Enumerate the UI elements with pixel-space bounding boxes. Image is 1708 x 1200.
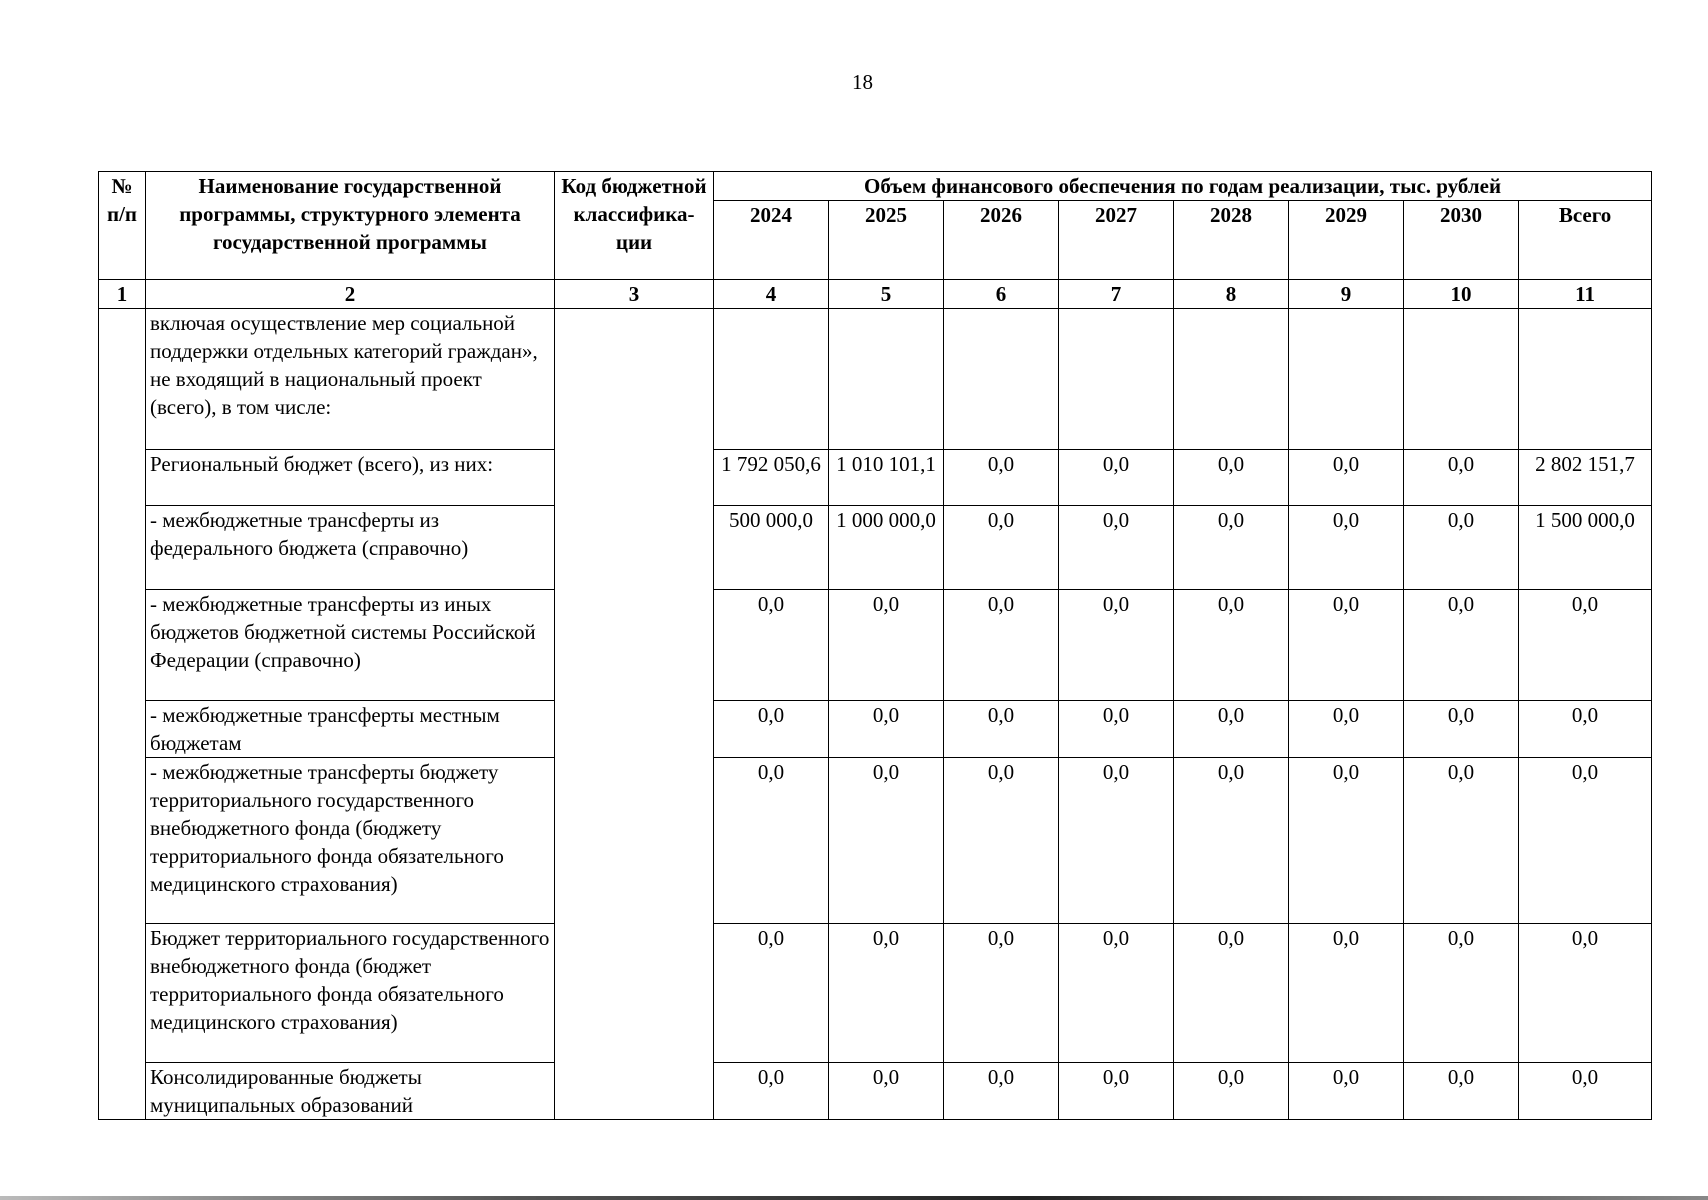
- header-name: Наименование государственной программы, структурного элемента государственной программы: [146, 172, 555, 280]
- value-cell: 0,0: [944, 590, 1059, 701]
- column-index: 8: [1174, 280, 1289, 309]
- value-cell: 0,0: [1289, 1063, 1404, 1120]
- value-cell: 0,0: [1174, 1063, 1289, 1120]
- value-cell: [1289, 309, 1404, 450]
- value-cell: 0,0: [1174, 924, 1289, 1063]
- financing-table: [98, 171, 1652, 1120]
- value-cell: 0,0: [1059, 506, 1174, 590]
- total-cell: 0,0: [1519, 924, 1652, 1063]
- value-cell: 0,0: [1174, 450, 1289, 506]
- value-cell: 0,0: [1059, 701, 1174, 758]
- value-cell: 0,0: [829, 758, 944, 924]
- total-cell: 0,0: [1519, 701, 1652, 758]
- row-name: Бюджет территориального государственного внебюджетного фонда (бюджет территориального фонда обязательного медицинского страхования): [146, 924, 555, 1063]
- column-index: 9: [1289, 280, 1404, 309]
- row-name: - межбюджетные трансферты из иных бюджетов бюджетной системы Российской Федерации (справочно): [146, 590, 555, 701]
- column-index: 7: [1059, 280, 1174, 309]
- value-cell: 0,0: [1404, 924, 1519, 1063]
- value-cell: 0,0: [944, 506, 1059, 590]
- value-cell: 0,0: [1404, 701, 1519, 758]
- value-cell: 1 792 050,6: [714, 450, 829, 506]
- value-cell: 0,0: [714, 924, 829, 1063]
- table-row: [99, 701, 1652, 758]
- row-name: Региональный бюджет (всего), из них:: [146, 450, 555, 506]
- value-cell: [1059, 309, 1174, 450]
- value-cell: 0,0: [944, 1063, 1059, 1120]
- row-name: включая осуществление мер социальной поддержки отдельных категорий граждан», не входящий в национальный проект (всего), в том числе:: [146, 309, 555, 450]
- value-cell: 0,0: [1289, 701, 1404, 758]
- column-index: 1: [99, 280, 146, 309]
- value-cell: 0,0: [1404, 1063, 1519, 1120]
- value-cell: 500 000,0: [714, 506, 829, 590]
- value-cell: 0,0: [1174, 701, 1289, 758]
- row-name: - межбюджетные трансферты бюджету территориального государственного внебюджетного фонда (бюджету территориального фонда обязательного медицинского страхования): [146, 758, 555, 924]
- column-index-row: [99, 280, 1652, 309]
- header-year: 2027: [1059, 201, 1174, 280]
- value-cell: [714, 309, 829, 450]
- value-cell: 0,0: [829, 924, 944, 1063]
- page-number: 18: [852, 70, 873, 94]
- value-cell: 0,0: [1404, 758, 1519, 924]
- table-row: [99, 924, 1652, 1063]
- value-cell: 0,0: [1404, 590, 1519, 701]
- value-cell: 0,0: [1289, 450, 1404, 506]
- column-index: 4: [714, 280, 829, 309]
- column-index: 3: [555, 280, 714, 309]
- value-cell: 0,0: [1289, 758, 1404, 924]
- value-cell: 0,0: [1059, 1063, 1174, 1120]
- page-bottom-edge: [0, 1196, 1708, 1200]
- value-cell: 0,0: [1059, 924, 1174, 1063]
- header-year: 2028: [1174, 201, 1289, 280]
- value-cell: 0,0: [714, 590, 829, 701]
- value-cell: 0,0: [1289, 924, 1404, 1063]
- row-name: - межбюджетные трансферты местным бюджетам: [146, 701, 555, 758]
- value-cell: 0,0: [829, 590, 944, 701]
- budget-code-cell: [555, 309, 714, 1120]
- column-index: 5: [829, 280, 944, 309]
- header-total: Всего: [1519, 201, 1652, 280]
- value-cell: 0,0: [829, 701, 944, 758]
- column-index: 2: [146, 280, 555, 309]
- total-cell: 1 500 000,0: [1519, 506, 1652, 590]
- value-cell: 0,0: [944, 701, 1059, 758]
- value-cell: 0,0: [714, 758, 829, 924]
- row-name: - межбюджетные трансферты из федерального бюджета (справочно): [146, 506, 555, 590]
- value-cell: [1174, 309, 1289, 450]
- row-number-cell: [99, 309, 146, 1120]
- header-row: [99, 172, 1652, 201]
- header-year: 2024: [714, 201, 829, 280]
- value-cell: 0,0: [1289, 590, 1404, 701]
- column-index: 10: [1404, 280, 1519, 309]
- value-cell: 0,0: [1059, 450, 1174, 506]
- table-row: [99, 590, 1652, 701]
- column-index: 11: [1519, 280, 1652, 309]
- total-cell: 2 802 151,7: [1519, 450, 1652, 506]
- value-cell: 0,0: [944, 924, 1059, 1063]
- value-cell: 0,0: [1174, 590, 1289, 701]
- value-cell: [1404, 309, 1519, 450]
- value-cell: 0,0: [714, 701, 829, 758]
- value-cell: 0,0: [829, 1063, 944, 1120]
- value-cell: 1 010 101,1: [829, 450, 944, 506]
- row-name: Консолидированные бюджеты муниципальных образований: [146, 1063, 555, 1120]
- table-row: [99, 1063, 1652, 1120]
- value-cell: 0,0: [1404, 506, 1519, 590]
- value-cell: 0,0: [1174, 758, 1289, 924]
- table-row: [99, 506, 1652, 590]
- total-cell: 0,0: [1519, 590, 1652, 701]
- table-row: [99, 309, 1652, 450]
- column-index: 6: [944, 280, 1059, 309]
- value-cell: 0,0: [944, 758, 1059, 924]
- header-year: 2029: [1289, 201, 1404, 280]
- value-cell: [944, 309, 1059, 450]
- total-cell: [1519, 309, 1652, 450]
- table-row: [99, 450, 1652, 506]
- header-number: № п/п: [99, 172, 146, 280]
- value-cell: 0,0: [1059, 590, 1174, 701]
- value-cell: 0,0: [1059, 758, 1174, 924]
- header-code: Код бюджетной классифика-ции: [555, 172, 714, 280]
- value-cell: 1 000 000,0: [829, 506, 944, 590]
- header-year: 2026: [944, 201, 1059, 280]
- header-year: 2025: [829, 201, 944, 280]
- value-cell: 0,0: [1404, 450, 1519, 506]
- total-cell: 0,0: [1519, 1063, 1652, 1120]
- table-row: [99, 758, 1652, 924]
- header-year: 2030: [1404, 201, 1519, 280]
- value-cell: [829, 309, 944, 450]
- value-cell: 0,0: [944, 450, 1059, 506]
- value-cell: 0,0: [1289, 506, 1404, 590]
- value-cell: 0,0: [1174, 506, 1289, 590]
- header-volume: Объем финансового обеспечения по годам реализации, тыс. рублей: [714, 172, 1652, 201]
- total-cell: 0,0: [1519, 758, 1652, 924]
- value-cell: 0,0: [714, 1063, 829, 1120]
